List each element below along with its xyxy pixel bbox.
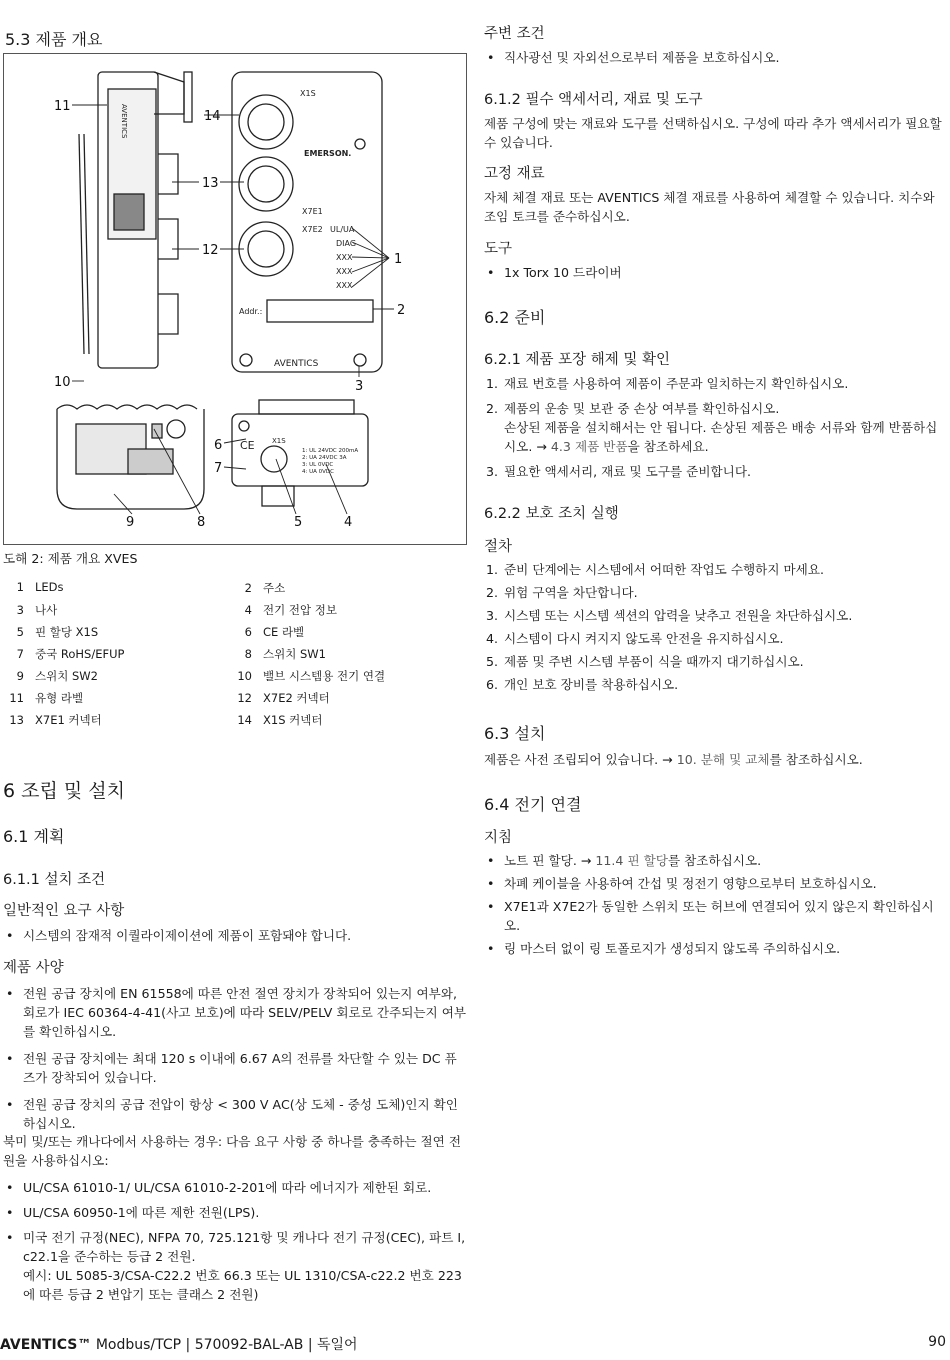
chapter-6-title: 6 조립 및 설치 (3, 780, 125, 802)
fixing-material-paragraph: 자체 체결 재료 또는 AVENTICS 체결 재료를 사용하여 체결할 수 있습니다. 치수와 조임 토크를 준수하십시오. (484, 190, 935, 224)
list-item: • 직사광선 및 자외선으로부터 제품을 보호하십시오. (484, 48, 946, 67)
legend-item-4: 4 전기 전압 정보 (244, 603, 337, 617)
list-item: 5. 제품 및 주변 시스템 부품이 식을 때까지 대기하십시오. (486, 654, 804, 669)
callout-1: 1 (394, 252, 403, 267)
led-label-4: XXX (336, 267, 353, 276)
list-item: 2. 위험 구역을 차단합니다. (486, 585, 638, 600)
callout-4: 4 (344, 515, 353, 530)
led-label-3: XXX (336, 253, 353, 262)
legend-item-6: 6 CE 라벨 (244, 625, 305, 639)
product-return-link[interactable]: 4.3 제품 반품 (550, 439, 628, 454)
label-x1s: X1S (300, 89, 316, 98)
product-spec-list (3, 984, 468, 1133)
environment-title: 주변 조건 (484, 26, 545, 42)
section-6-2-1-title: 6.2.1 제품 포장 해제 및 확인 (484, 352, 671, 368)
north-america-paragraph: 북미 및/또는 캐나다에서 사용하는 경우: 다음 요구 사항 중 하나를 충족하는 절연 전원을 사용하십시오: (3, 1134, 461, 1168)
voltage-line-3: 3: UL 0VDC (302, 462, 334, 468)
callout-10: 10 (54, 375, 71, 390)
label-addr: Addr.: (239, 307, 263, 316)
led-label-1: UL/UA (330, 225, 355, 234)
electrical-connection-list (484, 851, 946, 958)
figure-caption: 도해 2: 제품 개요 XVES (3, 551, 138, 566)
footer-brand: AVENTICS™ (0, 1337, 92, 1353)
led-label-5: XXX (336, 281, 353, 290)
section-6-1-title: 6.1 계획 (3, 827, 65, 846)
procedure-title: 절차 (484, 539, 513, 555)
list-item: • UL/CSA 61010-1/ UL/CSA 61010-2-201에 따라 에너지가 제한된 회로. (3, 1178, 468, 1197)
led-label-2: DIAG (336, 239, 357, 248)
list-item: • 전원 공급 장치에 EN 61558에 따른 안전 절연 장치가 장착되어 있는지 여부와, 회로가 IEC 60364-4-41(사고 보호)에 따라 SELV/PELV 회로로 간주되는지 여부를 확인하십시오. (3, 984, 468, 1041)
legend-item-9: 9 스위치 SW2 (16, 669, 98, 683)
list-item: 3. 시스템 또는 시스템 섹션의 압력을 낮추고 전원을 차단하십시오. (486, 608, 853, 623)
label-x7e2: X7E2 (302, 225, 323, 234)
list-item: • 차폐 케이블을 사용하여 간섭 및 정전기 영향으로부터 보호하십시오. (484, 874, 946, 893)
callout-14: 14 (204, 109, 221, 124)
list-item: 2. 제품의 운송 및 보관 중 손상 여부를 확인하십시오. 손상된 제품을 설치해서는 안 됩니다. 손상된 제품은 배송 서류와 함께 반품하십시오. → 4.3 제품 반품을 참조하세요. (486, 401, 938, 454)
callout-9: 9 (126, 515, 135, 530)
tools-title: 도구 (484, 241, 513, 257)
legend-item-2: 2 주소 (244, 581, 286, 595)
callout-3: 3 (355, 379, 364, 394)
list-item: • 전원 공급 장치에는 최대 120 s 이내에 6.67 A의 전류를 차단할 수 있는 DC 퓨즈가 장착되어 있습니다. (3, 1049, 468, 1087)
legend-item-5: 5 핀 할당 X1S (16, 625, 99, 639)
callout-12: 12 (202, 243, 219, 258)
legend-item-1: 1 LEDs (16, 580, 64, 594)
legend-item-7: 7 중국 RoHS/EFUP (16, 647, 125, 661)
tools-list (484, 263, 944, 282)
legend-item-10: 10 밸브 시스템용 전기 연결 (237, 669, 386, 683)
list-item: 3. 필요한 액세서리, 재료 및 도구를 준비합니다. (486, 464, 752, 479)
list-item: • 링 마스터 없이 링 토폴로지가 생성되지 않도록 주의하십시오. (484, 939, 946, 958)
callout-13: 13 (202, 176, 219, 191)
list-item: 6. 개인 보호 장비를 착용하십시오. (486, 677, 679, 692)
unpack-check-list (484, 374, 944, 481)
legend-item-14: 14 X1S 커넥터 (237, 713, 323, 727)
environment-list (484, 48, 946, 67)
general-requirements-title: 일반적인 요구 사항 (3, 903, 125, 919)
protective-measures-list (484, 560, 944, 694)
product-overview-figure (3, 53, 467, 545)
section-6-4-title: 6.4 전기 연결 (484, 795, 582, 814)
label-ce: CE (240, 439, 255, 452)
callout-6: 6 (214, 438, 223, 453)
fixing-material-title: 고정 재료 (484, 166, 545, 182)
list-item: • 1x Torx 10 드라이버 (484, 263, 944, 282)
north-america-list (3, 1178, 468, 1304)
voltage-line-2: 2: UA 24VDC 3A (302, 455, 347, 461)
voltage-line-4: 4: UA 0VDC (302, 469, 334, 475)
voltage-line-1: 1: UL 24VDC 200mA (302, 448, 359, 454)
instructions-title: 지침 (484, 830, 513, 846)
legend-item-12: 12 X7E2 커넥터 (237, 691, 330, 705)
list-item: 1. 준비 단계에는 시스템에서 어떠한 작업도 수행하지 마세요. (486, 562, 824, 577)
page-footer (0, 1334, 358, 1354)
section-6-1-1-title: 6.1.1 설치 조건 (3, 872, 106, 888)
section-6-3-title: 6.3 설치 (484, 724, 546, 743)
legend-item-3: 3 나사 (16, 603, 58, 617)
general-requirements-list (3, 926, 465, 945)
list-item: 1. 재료 번호를 사용하여 제품이 주문과 일치하는지 확인하십시오. (486, 376, 849, 391)
list-item: • 시스템의 잠재적 이퀄라이제이션에 제품이 포함돼야 합니다. (3, 926, 465, 945)
label-aventics: AVENTICS (274, 359, 319, 369)
section-6-1-2-paragraph: 제품 구성에 맞는 재료와 도구를 선택하십시오. 구성에 따라 추가 액세서리가 필요할 수 있습니다. (484, 116, 942, 150)
list-item: • 노트 핀 할당. → 11.4 핀 할당를 참조하십시오. (484, 851, 946, 870)
list-item: • 미국 전기 규정(NEC), NFPA 70, 725.121항 및 캐나다 전기 규정(CEC), 파트 I, c22.1을 준수하는 등급 2 전원. 예시: UL 5085-3/CSA-C22.2 번호 66.3 또는 UL 1310/CSA-c22.2 번호 223에 따른 등급 2 변압기 또는 클래스 2 전원) (3, 1228, 468, 1304)
section-6-1-2-title: 6.1.2 필수 액세서리, 재료 및 도구 (484, 92, 703, 108)
list-item: 4. 시스템이 다시 켜지지 않도록 안전을 유지하십시오. (486, 631, 784, 646)
section-6-3-paragraph: 제품은 사전 조립되어 있습니다. → 10. 분해 및 교체를 참조하십시오. (484, 752, 863, 767)
legend-item-13: 13 X7E1 커넥터 (9, 713, 102, 727)
disassembly-link[interactable]: 10. 분해 및 교체 (676, 752, 770, 767)
list-item: • X7E1과 X7E2가 동일한 스위치 또는 허브에 연결되어 있지 않은지 확인하십시오. (484, 897, 946, 935)
list-item: • 전원 공급 장치의 공급 전압이 항상 < 300 V AC(상 도체 - 중성 도체)인지 확인하십시오. (3, 1095, 468, 1133)
callout-5: 5 (294, 515, 303, 530)
figure-legend (0, 580, 470, 730)
product-spec-title: 제품 사양 (3, 960, 64, 976)
callout-2: 2 (397, 303, 406, 318)
label-side-brand: AVENTICS (120, 104, 128, 139)
footer-doc-info: Modbus/TCP | 570092-BAL-AB | 독일어 (91, 1337, 358, 1353)
label-x7e1: X7E1 (302, 207, 323, 216)
section-6-2-title: 6.2 준비 (484, 308, 546, 327)
product-overview-drawing (4, 54, 466, 544)
section-title-5-3: 5.3 제품 개요 (5, 30, 103, 49)
label-x1s-small: X1S (272, 437, 286, 445)
page-number: 90 (928, 1334, 946, 1350)
section-6-2-2-title: 6.2.2 보호 조치 실행 (484, 506, 619, 522)
callout-7: 7 (214, 461, 223, 476)
callout-11: 11 (54, 99, 71, 114)
pin-assignment-link[interactable]: 11.4 핀 할당 (595, 853, 668, 868)
legend-item-11: 11 유형 라벨 (9, 691, 84, 705)
label-brand: EMERSON. (304, 149, 352, 158)
legend-item-8: 8 스위치 SW1 (244, 647, 326, 661)
callout-8: 8 (197, 515, 206, 530)
list-item: • UL/CSA 60950-1에 따른 제한 전원(LPS). (3, 1203, 468, 1222)
